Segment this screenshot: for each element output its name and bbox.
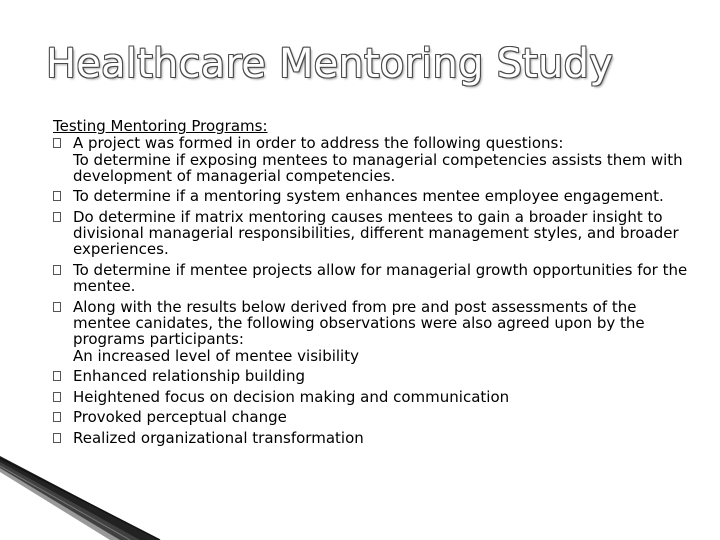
section-heading: Testing Mentoring Programs: [53, 117, 268, 135]
list-item-text: Realized organizational transformation [73, 428, 364, 447]
list-item-text: A project was formed in order to address the following questions: [73, 134, 564, 153]
list-item-text: Along with the results below derived from pre and post assessments of the mentee canidates, the following observations were also agreed upon by the programs participants: [73, 297, 645, 349]
list-item-text: Heightened focus on decision making and communication [73, 387, 510, 406]
list-item-text: To determine if a mentoring system enhances mentee employee engagement. [73, 187, 664, 206]
list-item-text: Do determine if matrix mentoring causes mentees to gain a broader insight to divisional managerial responsibilities, different management styles, and broader experiences. [73, 207, 679, 259]
list-item-text: To determine if mentee projects allow for managerial growth opportunities for the mentee. [73, 260, 688, 296]
list-item-text: Enhanced relationship building [73, 367, 305, 386]
list-item-text: Provoked perceptual change [73, 408, 287, 427]
slide-title: Healthcare Mentoring Study [46, 41, 614, 87]
list-item-subtext: To determine if exposing mentees to managerial competencies assists them with development of managerial competencies. [73, 150, 683, 185]
list-item-subtext: An increased level of mentee visibility [73, 346, 359, 365]
